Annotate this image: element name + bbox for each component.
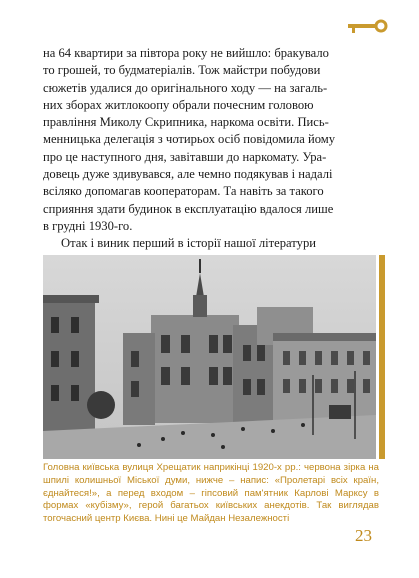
text-line: про це наступного дня, завітавши до наркомату. Ура- (43, 149, 327, 164)
text-line: сюжетів удалися до оригінального ходу — на загаль- (43, 80, 328, 95)
text-line: менницька делегація з чотирьох осіб повідомила йому (43, 132, 336, 147)
page-number: 23 (355, 526, 372, 545)
photo-caption: Головна київська вулиця Хрещатик наприкінці 1920-х рр.: червона зірка на шпилі колишньої Міської думи, нижче – напис: «Пролетарі всіх країн, єднайтеся!», а перед входом – гіпсовий пам'ятник Карлові Марксу в формах «кубізму», герой багатьох київських анекдотів. Так виглядав тогочасний центр Києва. Нині це Майдан Незалежності (43, 462, 379, 525)
body-text (43, 45, 376, 270)
text-line: правління Миколу Скрипника, наркома освіти. Пись- (43, 115, 329, 130)
key-icon (348, 18, 388, 34)
text-line: Отак і виник перший в історії нашої літератури (61, 236, 316, 251)
text-line: довець дуже здивувався, але чемно подякував і надалі (43, 167, 333, 182)
text-line: на 64 квартири за півтора року не вийшло: бракувало (43, 46, 329, 60)
text-line: сприяння здати будинок в експлуатацію вдалося лише (43, 201, 334, 216)
historical-photo (43, 255, 376, 459)
text-line: то грошей, то будматеріалів. Тож майстри побудови (43, 63, 321, 78)
accent-bar (379, 255, 385, 459)
text-line: них зборах житлокоопу обрали почесним головою (43, 97, 314, 112)
text-line: в грудні 1930-го. (43, 218, 133, 233)
text-line: всіляко допомагав кооператорам. Та навіть за такого (43, 184, 324, 199)
